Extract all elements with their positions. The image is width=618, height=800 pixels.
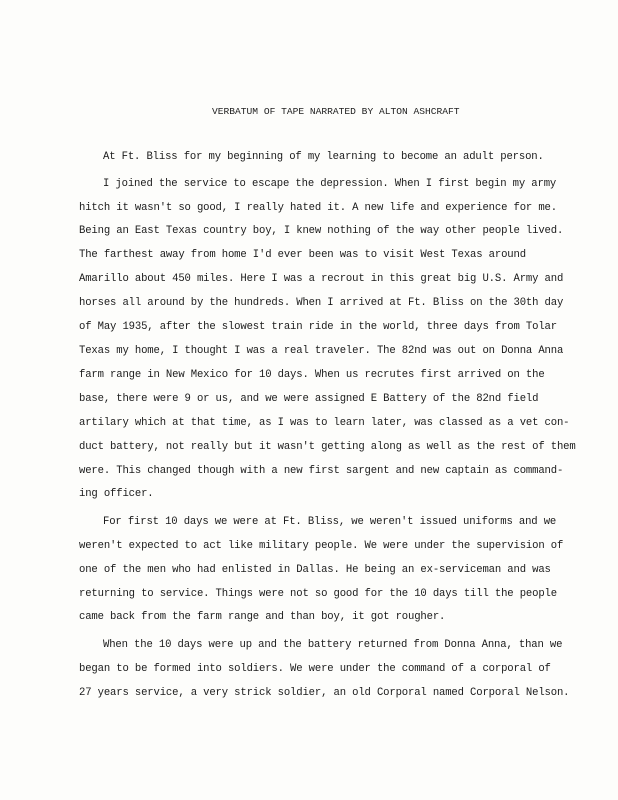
paragraph-3-line-4: returning to service. Things were not so good for the 10 days till the people — [79, 588, 557, 600]
paragraph-3-line-5: came back from the farm range and than boy, it got rougher. — [79, 611, 446, 623]
paragraph-1-line-1: At Ft. Bliss for my beginning of my learning to become an adult person. — [103, 151, 544, 163]
paragraph-3-line-2: weren't expected to act like military people. We were under the supervision of — [79, 540, 564, 552]
paragraph-2-line-11: artilary which at that time, as I was to learn later, was classed as a vet con- — [79, 417, 570, 429]
paragraph-4-line-1: When the 10 days were up and the battery returned from Donna Anna, than we — [103, 639, 563, 651]
paragraph-2-line-6: horses all around by the hundreds. When I arrived at Ft. Bliss on the 30th day — [79, 297, 564, 309]
paragraph-2-line-10: base, there were 9 or us, and we were assigned E Battery of the 82nd field — [79, 393, 539, 405]
paragraph-2-line-9: farm range in New Mexico for 10 days. When us recrutes first arrived on the — [79, 369, 545, 381]
paragraph-2-line-3: Being an East Texas country boy, I knew nothing of the way other people lived. — [79, 225, 564, 237]
paragraph-2-line-13: were. This changed though with a new first sargent and new captain as command- — [79, 465, 564, 477]
paragraph-3-line-3: one of the men who had enlisted in Dallas. He being an ex-serviceman and was — [79, 564, 551, 576]
paragraph-2-line-8: Texas my home, I thought I was a real traveler. The 82nd was out on Donna Anna — [79, 345, 564, 357]
paragraph-2-line-4: The farthest away from home I'd ever been was to visit West Texas around — [79, 249, 526, 261]
paragraph-2-line-2: hitch it wasn't so good, I really hated it. A new life and experience for me. — [79, 202, 557, 214]
paragraph-2-line-7: of May 1935, after the slowest train ride in the world, three days from Tolar — [79, 321, 557, 333]
paragraph-4-line-2: began to be formed into soldiers. We were under the command of a corporal of — [79, 663, 551, 675]
paragraph-2-line-12: duct battery, not really but it wasn't getting along as well as the rest of them — [79, 441, 576, 453]
document-title: VERBATUM OF TAPE NARRATED BY ALTON ASHCRAFT — [212, 106, 460, 117]
paragraph-2-line-14: ing officer. — [79, 488, 154, 500]
paragraph-2-line-5: Amarillo about 450 miles. Here I was a recrout in this great big U.S. Army and — [79, 273, 564, 285]
paragraph-4-line-3: 27 years service, a very strick soldier, an old Corporal named Corporal Nelson. — [79, 687, 570, 699]
paragraph-3-line-1: For first 10 days we were at Ft. Bliss, we weren't issued uniforms and we — [103, 516, 557, 528]
paragraph-2-line-1: I joined the service to escape the depression. When I first begin my army — [103, 178, 557, 190]
